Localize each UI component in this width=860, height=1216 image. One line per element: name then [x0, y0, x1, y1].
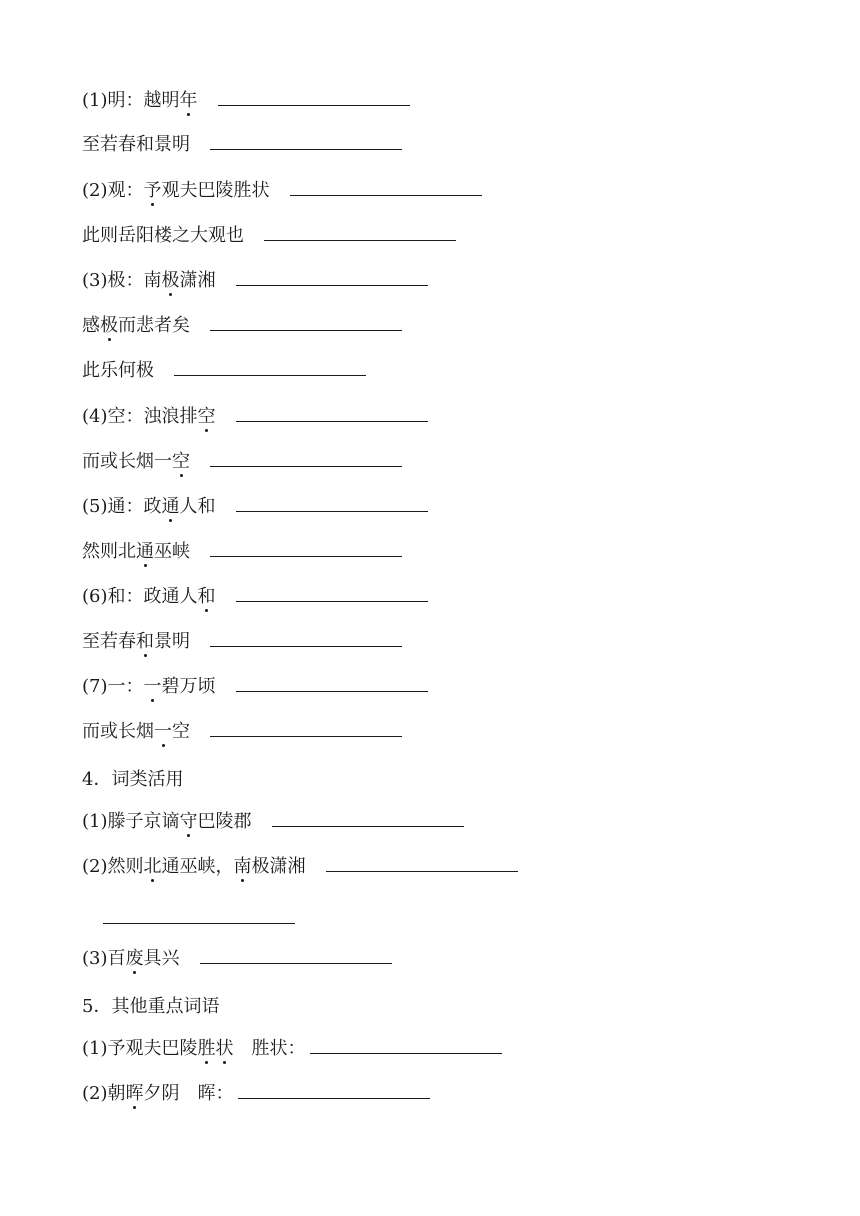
answer-blank[interactable] [236, 403, 428, 422]
answer-blank[interactable] [210, 312, 402, 331]
exercise-line [82, 403, 428, 431]
exercise-prompt: (2)然则北通巫峡，南极潇湘 [82, 856, 306, 877]
exercise-prompt: (1)予观夫巴陵胜状 胜状： [82, 1038, 306, 1059]
answer-blank[interactable] [236, 673, 428, 692]
answer-blank[interactable] [210, 131, 402, 150]
exercise-line [82, 1080, 430, 1108]
heading-text: 5．其他重点词语 [82, 996, 220, 1017]
exercise-line [82, 583, 428, 611]
exercise-line [82, 538, 402, 566]
exercise-line [82, 131, 402, 159]
exercise-prompt: (2)朝晖夕阴 晖： [82, 1083, 234, 1104]
exercise-prompt: (3)百废具兴 [82, 948, 180, 969]
answer-blank[interactable] [210, 628, 402, 647]
exercise-prompt: (1)滕子京谪守巴陵郡 [82, 811, 252, 832]
answer-blank[interactable] [290, 177, 482, 196]
exercise-line [82, 673, 428, 701]
answer-blank[interactable] [236, 583, 428, 602]
answer-blank[interactable] [210, 538, 402, 557]
exercise-line [82, 177, 482, 205]
answer-blank[interactable] [200, 945, 392, 964]
exercise-line [82, 267, 428, 295]
exercise-prompt: 此乐何极 [82, 360, 154, 381]
exercise-line [82, 718, 402, 746]
exercise-prompt: 然则北通巫峡 [82, 541, 190, 562]
exercise-prompt: (2)观：予观夫巴陵胜状 [82, 180, 270, 201]
section-heading [82, 766, 183, 794]
exercise-line [82, 87, 410, 115]
answer-blank[interactable] [238, 1080, 430, 1099]
exercise-line [82, 448, 402, 476]
exercise-line [82, 493, 428, 521]
exercise-prompt: 至若春和景明 [82, 631, 190, 652]
exercise-prompt: 感极而悲者矣 [82, 315, 190, 336]
exercise-prompt: (6)和：政通人和 [82, 586, 216, 607]
exercise-line [82, 628, 402, 656]
exercise-line [103, 905, 295, 933]
exercise-prompt: 而或长烟一空 [82, 451, 190, 472]
answer-blank[interactable] [236, 493, 428, 512]
answer-blank[interactable] [326, 853, 518, 872]
heading-text: 4．词类活用 [82, 769, 184, 790]
answer-blank[interactable] [236, 267, 428, 286]
answer-blank[interactable] [103, 905, 295, 924]
answer-blank[interactable] [210, 448, 402, 467]
exercise-line [82, 357, 366, 385]
exercise-line [82, 945, 392, 973]
answer-blank[interactable] [310, 1035, 502, 1054]
answer-blank[interactable] [210, 718, 402, 737]
exercise-prompt: 而或长烟一空 [82, 721, 190, 742]
exercise-prompt: (4)空：浊浪排空 [82, 406, 216, 427]
exercise-prompt: 此则岳阳楼之大观也 [82, 225, 244, 246]
exercise-prompt: (3)极：南极潇湘 [82, 270, 216, 291]
exercise-line [82, 312, 402, 340]
answer-blank[interactable] [272, 808, 464, 827]
answer-blank[interactable] [218, 87, 410, 106]
exercise-prompt: 至若春和景明 [82, 134, 190, 155]
exercise-prompt: (5)通：政通人和 [82, 496, 216, 517]
section-heading [82, 993, 219, 1021]
exercise-line [82, 853, 518, 881]
exercise-line [82, 808, 464, 836]
exercise-line [82, 1035, 502, 1063]
answer-blank[interactable] [264, 222, 456, 241]
exercise-line [82, 222, 456, 250]
exercise-prompt: (1)明：越明年 [82, 90, 198, 111]
answer-blank[interactable] [174, 357, 366, 376]
exercise-prompt: (7)一：一碧万顷 [82, 676, 216, 697]
